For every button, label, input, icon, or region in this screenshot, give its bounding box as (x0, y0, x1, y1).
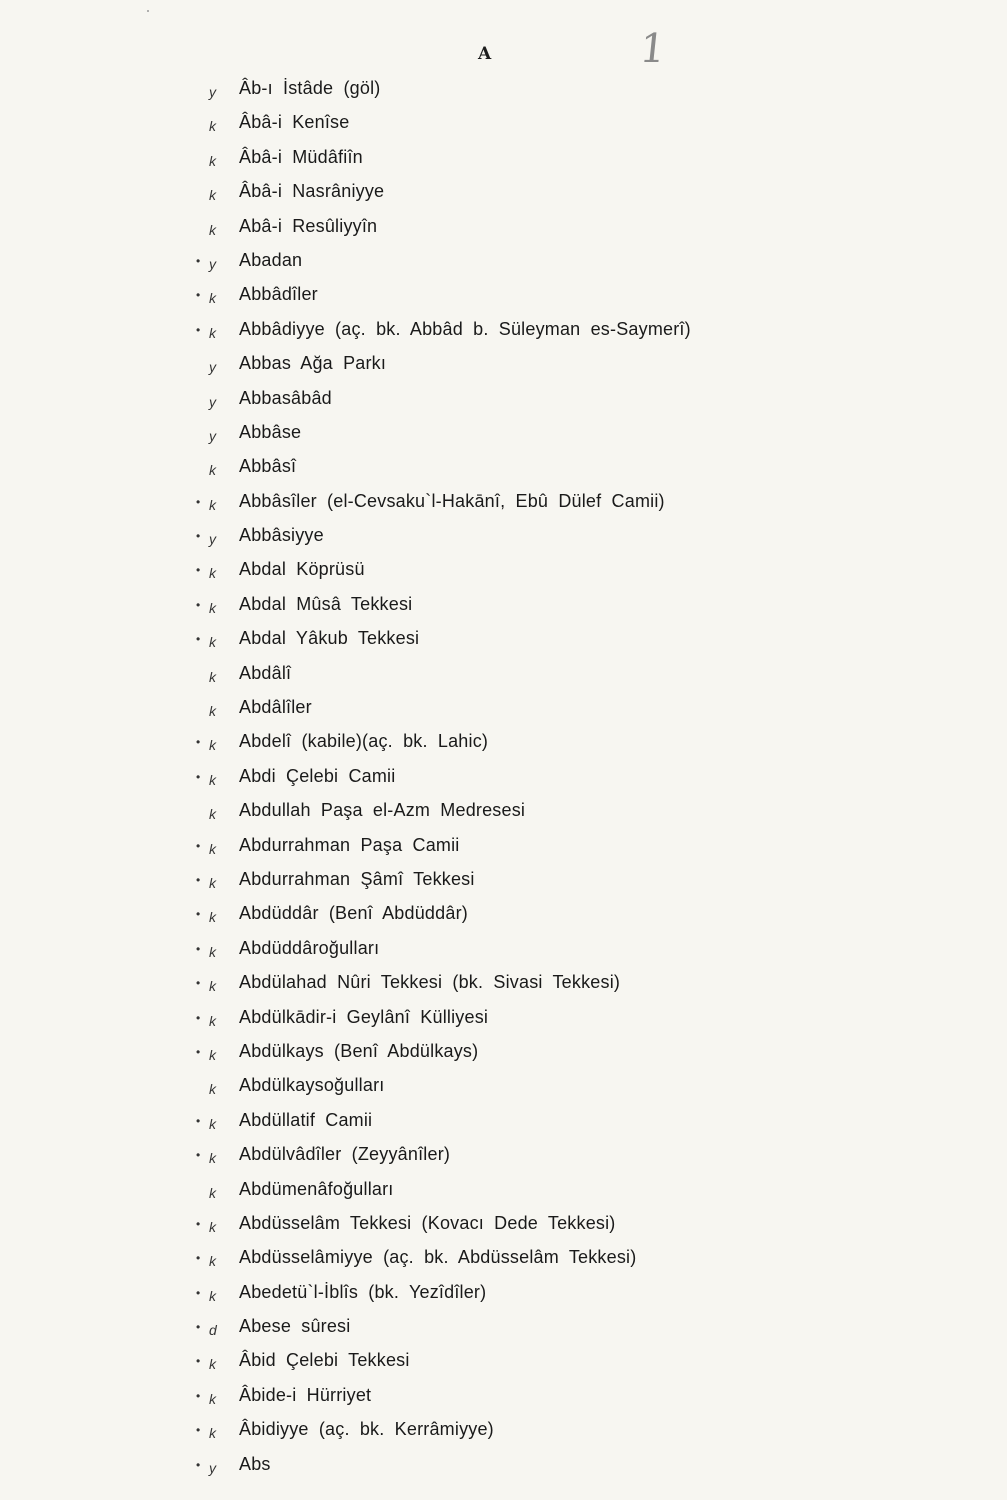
entry-type-code: k (209, 909, 216, 926)
entry-type-code: y (209, 393, 216, 410)
list-item (0, 830, 1007, 864)
entry-type-code: k (209, 599, 216, 616)
list-item (0, 142, 1007, 176)
entry-type-code: k (209, 1356, 216, 1373)
bullet-mark-icon: • (196, 941, 201, 956)
bullet-mark-icon: • (196, 529, 201, 544)
bullet-mark-icon: • (196, 907, 201, 922)
list-item (0, 726, 1007, 760)
list-item (0, 1311, 1007, 1345)
entry-type-code: k (209, 840, 216, 857)
entry-term: Abbâsîler (el-Cevsaku`l-Hakānî, Ebû Dülef Camii) (239, 490, 665, 511)
list-item (0, 314, 1007, 348)
entry-term: Abdülkays (Benî Abdülkays) (239, 1040, 479, 1061)
entry-term: Abdal Yâkub Tekkesi (239, 628, 420, 649)
bullet-mark-icon: • (196, 253, 201, 268)
list-item (0, 279, 1007, 313)
bullet-mark-icon: • (196, 1388, 201, 1403)
list-item (0, 1414, 1007, 1448)
entry-type-code: k (209, 1253, 216, 1270)
bullet-mark-icon: • (196, 288, 201, 303)
entry-type-code: k (209, 1390, 216, 1407)
list-item (0, 486, 1007, 520)
entry-term: Abbâse (239, 421, 302, 442)
entry-term: Abdüddâroğulları (239, 937, 380, 958)
bullet-mark-icon: • (196, 1148, 201, 1163)
entry-type-code: k (209, 496, 216, 513)
entry-type-code: k (209, 806, 216, 823)
entry-term: Âbid Çelebi Tekkesi (239, 1350, 410, 1371)
entry-term: Abbâsiyye (239, 525, 324, 546)
bullet-mark-icon: • (196, 1044, 201, 1059)
list-item (0, 1277, 1007, 1311)
entry-type-code: k (209, 1425, 216, 1442)
entry-term: Abdülahad Nûri Tekkesi (bk. Sivasi Tekkesi) (239, 972, 621, 993)
entry-type-code: k (209, 462, 216, 479)
list-item (0, 623, 1007, 657)
entry-term: Abdal Köprüsü (239, 559, 365, 580)
bullet-mark-icon: • (196, 872, 201, 887)
entry-type-code: k (209, 1218, 216, 1235)
entry-term: Âbidiyye (aç. bk. Kerrâmiyye) (239, 1419, 494, 1440)
bullet-mark-icon: • (196, 563, 201, 578)
entry-term: Abdüllatif Camii (239, 1109, 373, 1130)
entry-type-code: k (209, 737, 216, 754)
entry-term: Abbasâbâd (239, 387, 332, 408)
list-item (0, 1002, 1007, 1036)
entry-type-code: k (209, 1184, 216, 1201)
entry-term: Abdüsselâm Tekkesi (Kovacı Dede Tekkesi) (239, 1212, 616, 1233)
list-item (0, 417, 1007, 451)
entry-type-code: k (209, 634, 216, 651)
list-item (0, 898, 1007, 932)
entry-term: Abdülkādir-i Geylânî Külliyesi (239, 1006, 489, 1027)
entry-type-code: k (209, 1115, 216, 1132)
entry-term: Abdülkaysoğulları (239, 1075, 385, 1096)
entry-type-code: k (209, 771, 216, 788)
list-item (0, 73, 1007, 107)
entry-term: Abâ-i Resûliyyîn (239, 215, 378, 236)
bullet-mark-icon: • (196, 976, 201, 991)
list-item (0, 211, 1007, 245)
list-item (0, 1174, 1007, 1208)
entry-term: Âbide-i Hürriyet (239, 1384, 372, 1405)
entry-type-code: k (209, 187, 216, 204)
bullet-mark-icon: • (196, 838, 201, 853)
entry-type-code: y (209, 1459, 216, 1476)
list-item (0, 967, 1007, 1001)
entry-term: Abdüddâr (Benî Abdüddâr) (239, 903, 468, 924)
entry-term: Abdâlîler (239, 697, 312, 718)
list-item (0, 589, 1007, 623)
list-item (0, 348, 1007, 382)
entry-term: Abbâdiyye (aç. bk. Abbâd b. Süleyman es-Saymerî) (239, 318, 691, 339)
entry-term: Abdal Mûsâ Tekkesi (239, 593, 413, 614)
bullet-mark-icon: • (196, 322, 201, 337)
entry-term: Abdi Çelebi Camii (239, 765, 396, 786)
entry-term: Abadan (239, 249, 303, 270)
list-item (0, 451, 1007, 485)
entry-type-code: k (209, 221, 216, 238)
entry-type-code: k (209, 668, 216, 685)
scan-speck (147, 10, 149, 12)
bullet-mark-icon: • (196, 735, 201, 750)
bullet-mark-icon: • (196, 597, 201, 612)
list-item (0, 1105, 1007, 1139)
bullet-mark-icon: • (196, 1285, 201, 1300)
entry-term: Âbâ-i Nasrâniyye (239, 181, 385, 202)
list-item (0, 1242, 1007, 1276)
entry-type-code: y (209, 427, 216, 444)
entry-type-code: y (209, 531, 216, 548)
entry-type-code: k (209, 1287, 216, 1304)
bullet-mark-icon: • (196, 769, 201, 784)
list-item (0, 554, 1007, 588)
section-heading: A (478, 44, 492, 64)
entry-term: Abdurrahman Şâmî Tekkesi (239, 868, 475, 889)
entry-term: Abbâsî (239, 456, 297, 477)
entry-type-code: k (209, 152, 216, 169)
entry-type-code: k (209, 1012, 216, 1029)
entry-type-code: k (209, 943, 216, 960)
list-item (0, 107, 1007, 141)
list-item (0, 176, 1007, 210)
list-item (0, 795, 1007, 829)
bullet-mark-icon: • (196, 1216, 201, 1231)
entry-type-code: k (209, 874, 216, 891)
list-item (0, 658, 1007, 692)
entry-term: Abdelî (kabile)(aç. bk. Lahic) (239, 731, 489, 752)
list-item (0, 933, 1007, 967)
entry-term: Abs (239, 1453, 271, 1474)
entry-type-code: k (209, 324, 216, 341)
entry-term: Abdümenâfoğulları (239, 1178, 394, 1199)
list-item (0, 692, 1007, 726)
entry-type-code: k (209, 565, 216, 582)
handwritten-page-number: 1 (637, 26, 668, 72)
entry-type-code: k (209, 1081, 216, 1098)
entry-type-code: y (209, 359, 216, 376)
bullet-mark-icon: • (196, 1251, 201, 1266)
list-item (0, 383, 1007, 417)
list-item (0, 1070, 1007, 1104)
bullet-mark-icon: • (196, 1457, 201, 1472)
entry-list (0, 73, 1007, 1483)
entry-term: Abese sûresi (239, 1316, 351, 1337)
list-item (0, 1139, 1007, 1173)
entry-type-code: y (209, 84, 216, 100)
entry-term: Abdâlî (239, 662, 292, 683)
entry-term: Abdülvâdîler (Zeyyânîler) (239, 1144, 451, 1165)
entry-term: Âb-ı İstâde (göl) (239, 78, 381, 98)
bullet-mark-icon: • (196, 1423, 201, 1438)
entry-term: Abdurrahman Paşa Camii (239, 834, 460, 855)
entry-term: Abdüsselâmiyye (aç. bk. Abdüsselâm Tekkesi) (239, 1247, 637, 1268)
bullet-mark-icon: • (196, 494, 201, 509)
entry-type-code: y (209, 255, 216, 272)
entry-type-code: d (209, 1322, 217, 1339)
entry-type-code: k (209, 1150, 216, 1167)
list-item (0, 1036, 1007, 1070)
list-item (0, 520, 1007, 554)
entry-term: Abbâdîler (239, 284, 318, 305)
bullet-mark-icon: • (196, 1010, 201, 1025)
list-item (0, 1345, 1007, 1379)
entry-term: Abbas Ağa Parkı (239, 353, 387, 374)
list-item (0, 864, 1007, 898)
entry-term: Abdullah Paşa el-Azm Medresesi (239, 800, 526, 821)
list-item (0, 761, 1007, 795)
entry-type-code: k (209, 290, 216, 307)
entry-term: Âbâ-i Müdâfiîn (239, 146, 363, 167)
bullet-mark-icon: • (196, 1354, 201, 1369)
bullet-mark-icon: • (196, 632, 201, 647)
entry-type-code: k (209, 703, 216, 720)
entry-term: Abedetü`l-İblîs (bk. Yezîdîler) (239, 1281, 487, 1302)
entry-type-code: k (209, 978, 216, 995)
entry-type-code: k (209, 1046, 216, 1063)
list-item (0, 1208, 1007, 1242)
list-item (0, 1380, 1007, 1414)
bullet-mark-icon: • (196, 1320, 201, 1335)
entry-term: Âbâ-i Kenîse (239, 112, 350, 133)
list-item (0, 245, 1007, 279)
bullet-mark-icon: • (196, 1113, 201, 1128)
list-item (0, 1449, 1007, 1483)
entry-type-code: k (209, 118, 216, 135)
